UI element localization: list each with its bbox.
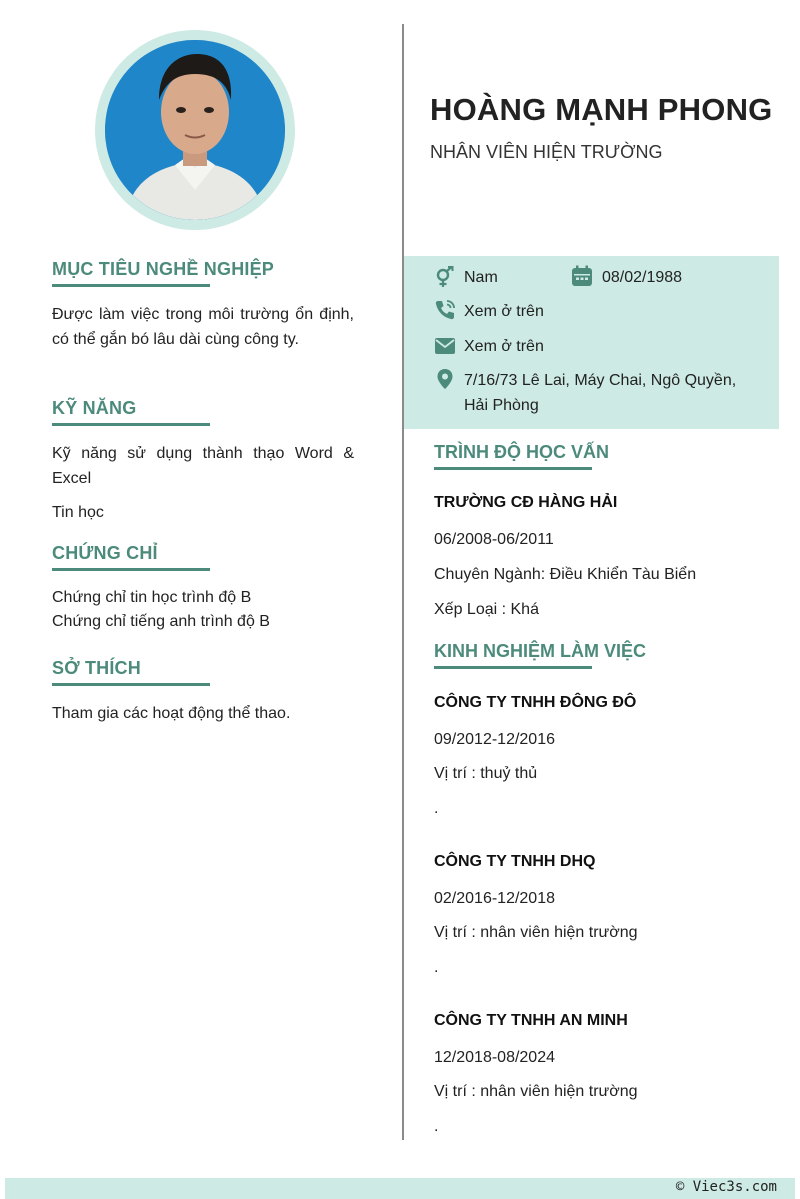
portrait-photo bbox=[105, 40, 285, 220]
email-icon bbox=[434, 335, 456, 357]
job-position: Vị trí : nhân viên hiện trường bbox=[434, 1083, 638, 1100]
column-divider bbox=[402, 24, 404, 1140]
education-major: Chuyên Ngành: Điều Khiển Tàu Biển bbox=[434, 566, 697, 583]
job-company: CÔNG TY TNHH AN MINH bbox=[434, 1012, 628, 1029]
certificate-item: Chứng chỉ tiếng anh trình độ B bbox=[52, 613, 270, 630]
gender-value: Nam bbox=[464, 269, 498, 286]
objective-section bbox=[52, 259, 354, 352]
education-underline bbox=[434, 467, 592, 470]
hobbies-underline bbox=[52, 683, 210, 686]
gender-icon bbox=[434, 266, 456, 288]
job-company: CÔNG TY TNHH DHQ bbox=[434, 853, 596, 870]
job-note: . bbox=[434, 800, 439, 817]
hobbies-title: SỞ THÍCH bbox=[52, 658, 141, 678]
location-icon bbox=[434, 368, 456, 390]
job-period: 09/2012-12/2016 bbox=[434, 731, 555, 748]
job-company: CÔNG TY TNHH ĐÔNG ĐÔ bbox=[434, 694, 637, 711]
address-line-1: 7/16/73 Lê Lai, Máy Chai, Ngô Quyền, bbox=[464, 372, 737, 389]
dob-value: 08/02/1988 bbox=[602, 269, 683, 286]
footer-bar bbox=[5, 1178, 795, 1199]
job-position: Vị trí : thuỷ thủ bbox=[434, 765, 538, 782]
school-name: TRƯỜNG CĐ HÀNG HẢI bbox=[434, 494, 618, 511]
hobbies-text: Tham gia các hoạt động thể thao. bbox=[52, 705, 291, 722]
objective-underline bbox=[52, 284, 210, 287]
address-line-2: Hải Phòng bbox=[464, 397, 539, 414]
candidate-role: NHÂN VIÊN HIỆN TRƯỜNG bbox=[430, 142, 663, 162]
education-period: 06/2008-06/2011 bbox=[434, 531, 554, 548]
education-grade: Xếp Loại : Khá bbox=[434, 601, 539, 618]
calendar-icon bbox=[571, 265, 593, 287]
job-position: Vị trí : nhân viên hiện trường bbox=[434, 924, 638, 941]
job-note: . bbox=[434, 1118, 439, 1135]
phone-value: Xem ở trên bbox=[464, 303, 544, 320]
skills-underline bbox=[52, 423, 210, 426]
objective-title: MỤC TIÊU NGHỀ NGHIỆP bbox=[52, 259, 275, 279]
certificates-section bbox=[52, 543, 354, 634]
hobbies-section bbox=[52, 658, 354, 726]
certificates-title: CHỨNG CHỈ bbox=[52, 543, 158, 563]
objective-text: Được làm việc trong môi trường ổn định, có thể gắn bó lâu dài cùng công ty. bbox=[52, 306, 354, 348]
footer-copyright[interactable]: © Viec3s.com bbox=[675, 1179, 777, 1195]
phone-icon bbox=[434, 299, 456, 321]
skill-item: Kỹ năng sử dụng thành thạo Word & Excel bbox=[52, 445, 354, 487]
avatar bbox=[105, 40, 285, 220]
job-period: 02/2016-12/2018 bbox=[434, 890, 555, 907]
candidate-name: HOÀNG MẠNH PHONG bbox=[430, 92, 773, 127]
certificates-underline bbox=[52, 568, 210, 571]
experience-title: KINH NGHIỆM LÀM VIỆC bbox=[434, 641, 647, 661]
skills-title: KỸ NĂNG bbox=[52, 398, 137, 418]
email-value: Xem ở trên bbox=[464, 338, 544, 355]
experience-section bbox=[434, 641, 779, 669]
address-value bbox=[464, 368, 764, 418]
skill-item: Tin học bbox=[52, 504, 104, 521]
certificate-item: Chứng chỉ tin học trình độ B bbox=[52, 589, 252, 606]
experience-underline bbox=[434, 666, 592, 669]
job-period: 12/2018-08/2024 bbox=[434, 1049, 555, 1066]
skills-section bbox=[52, 398, 354, 525]
education-section bbox=[434, 442, 779, 470]
job-note: . bbox=[434, 959, 439, 976]
contact-block bbox=[404, 256, 779, 429]
education-title: TRÌNH ĐỘ HỌC VẤN bbox=[434, 442, 609, 462]
